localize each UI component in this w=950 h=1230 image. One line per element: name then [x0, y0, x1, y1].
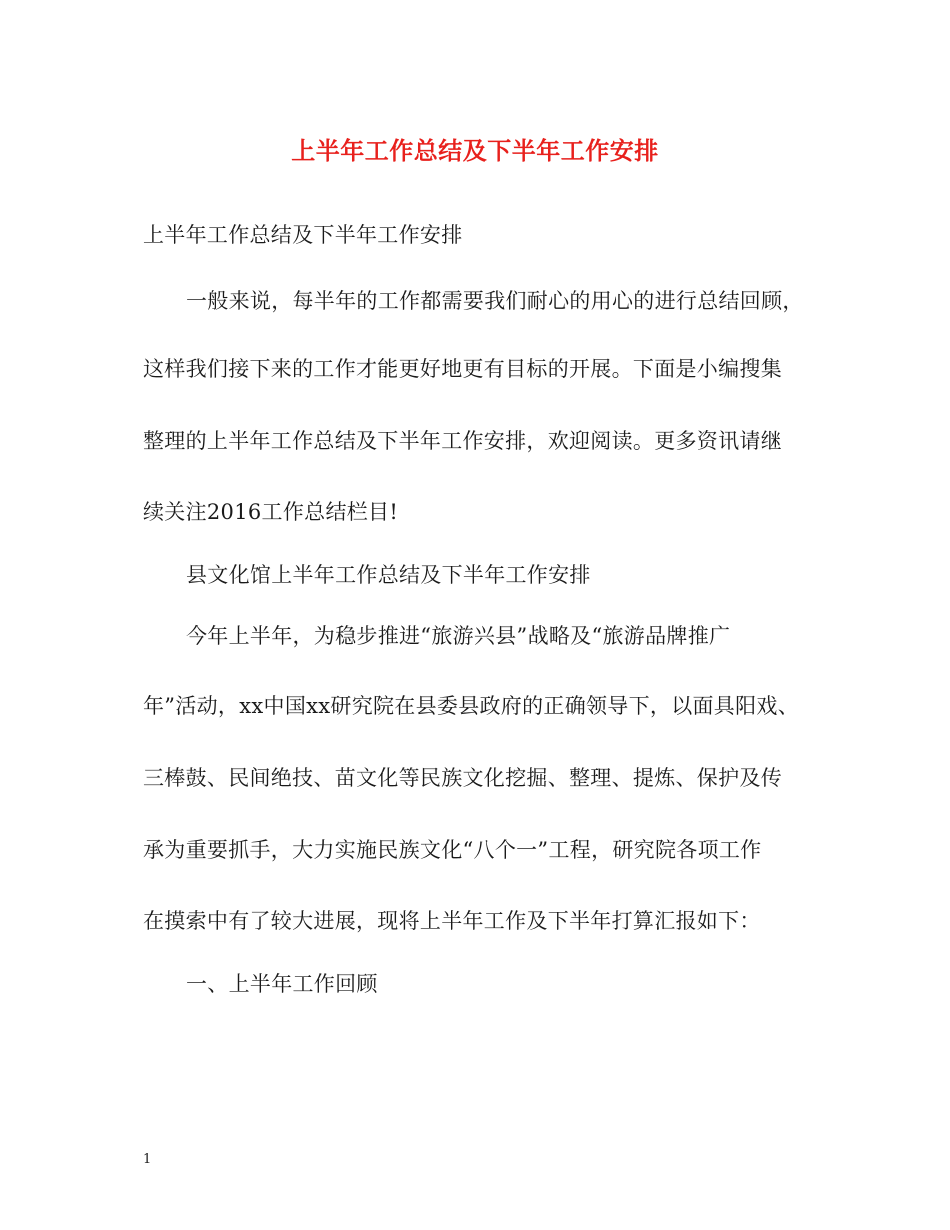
paragraph-line: 续关注2016工作总结栏目!: [143, 500, 399, 524]
paragraph-line: 整理的上半年工作总结及下半年工作安排，欢迎阅读。更多资讯请继: [143, 429, 782, 453]
paragraph-line: 年”活动，xx中国xx研究院在县委县政府的正确领导下，以面具阳戏、: [143, 694, 800, 718]
paragraph-line: 三棒鼓、民间绝技、苗文化等民族文化挖掘、整理、提炼、保护及传: [143, 766, 782, 790]
subtitle-line: 上半年工作总结及下半年工作安排: [143, 223, 463, 247]
paragraph-line: 今年上半年，为稳步推进“旅游兴县”战略及“旅游品牌推广: [186, 624, 731, 648]
paragraph-line: 承为重要抓手，大力实施民族文化“八个一”工程，研究院各项工作: [143, 838, 762, 862]
document-title: 上半年工作总结及下半年工作安排: [291, 136, 659, 165]
section-heading: 一、上半年工作回顾: [186, 972, 378, 996]
paragraph-line: 一般来说，每半年的工作都需要我们耐心的用心的进行总结回顾，: [186, 289, 804, 313]
page-number: 1: [143, 1152, 152, 1167]
section-heading: 县文化馆上半年工作总结及下半年工作安排: [186, 563, 591, 587]
paragraph-line: 这样我们接下来的工作才能更好地更有目标的开展。下面是小编搜集: [143, 357, 782, 381]
paragraph-line: 在摸索中有了较大进展，现将上半年工作及下半年打算汇报如下：: [143, 909, 761, 933]
